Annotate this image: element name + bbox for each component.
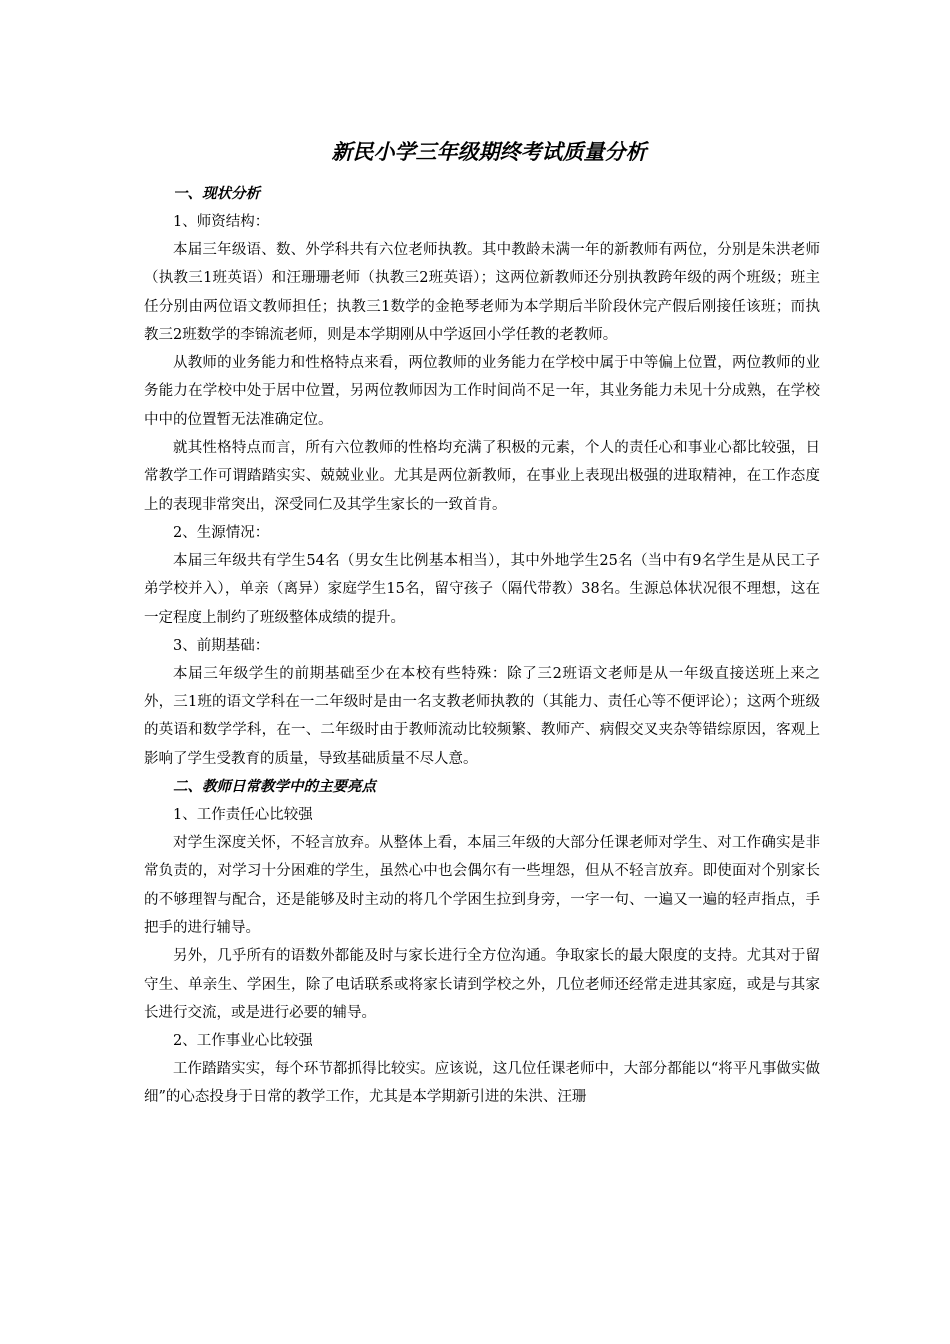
paragraph: 就其性格特点而言，所有六位教师的性格均充满了积极的元素，个人的责任心和事业心都比较强，日常教学工作可谓踏踏实实、兢兢业业。尤其是两位新教师，在事业上表现出极强的进取精神，在工作态度上的表现非常突出，深受同仁及其学生家长的一致首肯。: [144, 440, 820, 513]
paragraph: 另外，几乎所有的语数外都能及时与家长进行全方位沟通。争取家长的最大限度的支持。尤其对于留守生、单亲生、学困生，除了电话联系或将家长请到学校之外，几位老师还经常走进其家庭，或是与其家长进行交流，或是进行必要的辅导。: [144, 948, 820, 1021]
paragraph: 对学生深度关怀，不轻言放弃。从整体上看，本届三年级的大部分任课老师对学生、对工作确实是非常负责的，对学习十分困难的学生，虽然心中也会偶尔有一些埋怨，但从不轻言放弃。即使面对个别家长的不够理智与配合，还是能够及时主动的将几个学困生拉到身旁，一字一句、一遍又一遍的轻声指点，手把手的进行辅导。: [144, 835, 820, 936]
paragraph: 本届三年级语、数、外学科共有六位老师执教。其中教龄未满一年的新教师有两位，分别是朱洪老师（执教三1班英语）和汪珊珊老师（执教三2班英语）；这两位新教师还分别执教跨年级的两个班级；班主任分别由两位语文教师担任；执教三1数学的金艳琴老师为本学期后半阶段休完产假后刚接任该班；而执教三2班数学的李锦流老师，则是本学期刚从中学返回小学任教的老教师。: [144, 242, 820, 343]
subheading-prior-foundation: 3、前期基础：: [173, 637, 270, 654]
paragraph: 本届三年级共有学生54名（男女生比例基本相当），其中外地学生25名（当中有9名学生是从民工子弟学校并入），单亲（离异）家庭学生15名，留守孩子（隔代带教）38名。生源总体状况很不理想，这在一定程度上制约了班级整体成绩的提升。: [144, 552, 820, 626]
subheading-dedication: 2、工作事业心比较强: [173, 1033, 313, 1050]
subheading-student-source: 2、生源情况：: [173, 524, 270, 541]
document-title: 新民小学三年级期终考试质量分析: [331, 139, 647, 164]
paragraph: 工作踏踏实实，每个环节都抓得比较实。应该说，这几位任课老师中，大部分都能以“将平凡事做实做细”的心态投身于日常的教学工作，尤其是本学期新引进的朱洪、汪珊: [144, 1061, 820, 1106]
subheading-teacher-structure: 1、师资结构：: [173, 214, 270, 230]
paragraph: 从教师的业务能力和性格特点来看，两位教师的业务能力在学校中属于中等偏上位置，两位教师的业务能力在学校中处于居中位置，另两位教师因为工作时间尚不足一年，其业务能力未见十分成熟，在学校中中的位置暂无法准确定位。: [144, 355, 820, 428]
subheading-responsibility: 1、工作责任心比较强: [173, 807, 313, 824]
section-heading-highlights: 二、教师日常教学中的主要亮点: [173, 778, 376, 796]
paragraph: 本届三年级学生的前期基础至少在本校有些特殊：除了三2班语文老师是从一年级直接送班上来之外，三1班的语文学科在一二年级时是由一名支教老师执教的（其能力、责任心等不便评论）；这两个班级的英语和数学学科，在一、二年级时由于教师流动比较频繁、教师产、病假交叉夹杂等错综原因，客观上影响了学生受教育的质量，导致基础质量不尽人意。: [144, 665, 820, 767]
document-page: [144, 130, 820, 1112]
section-heading-current-status: 一、现状分析: [173, 185, 260, 202]
